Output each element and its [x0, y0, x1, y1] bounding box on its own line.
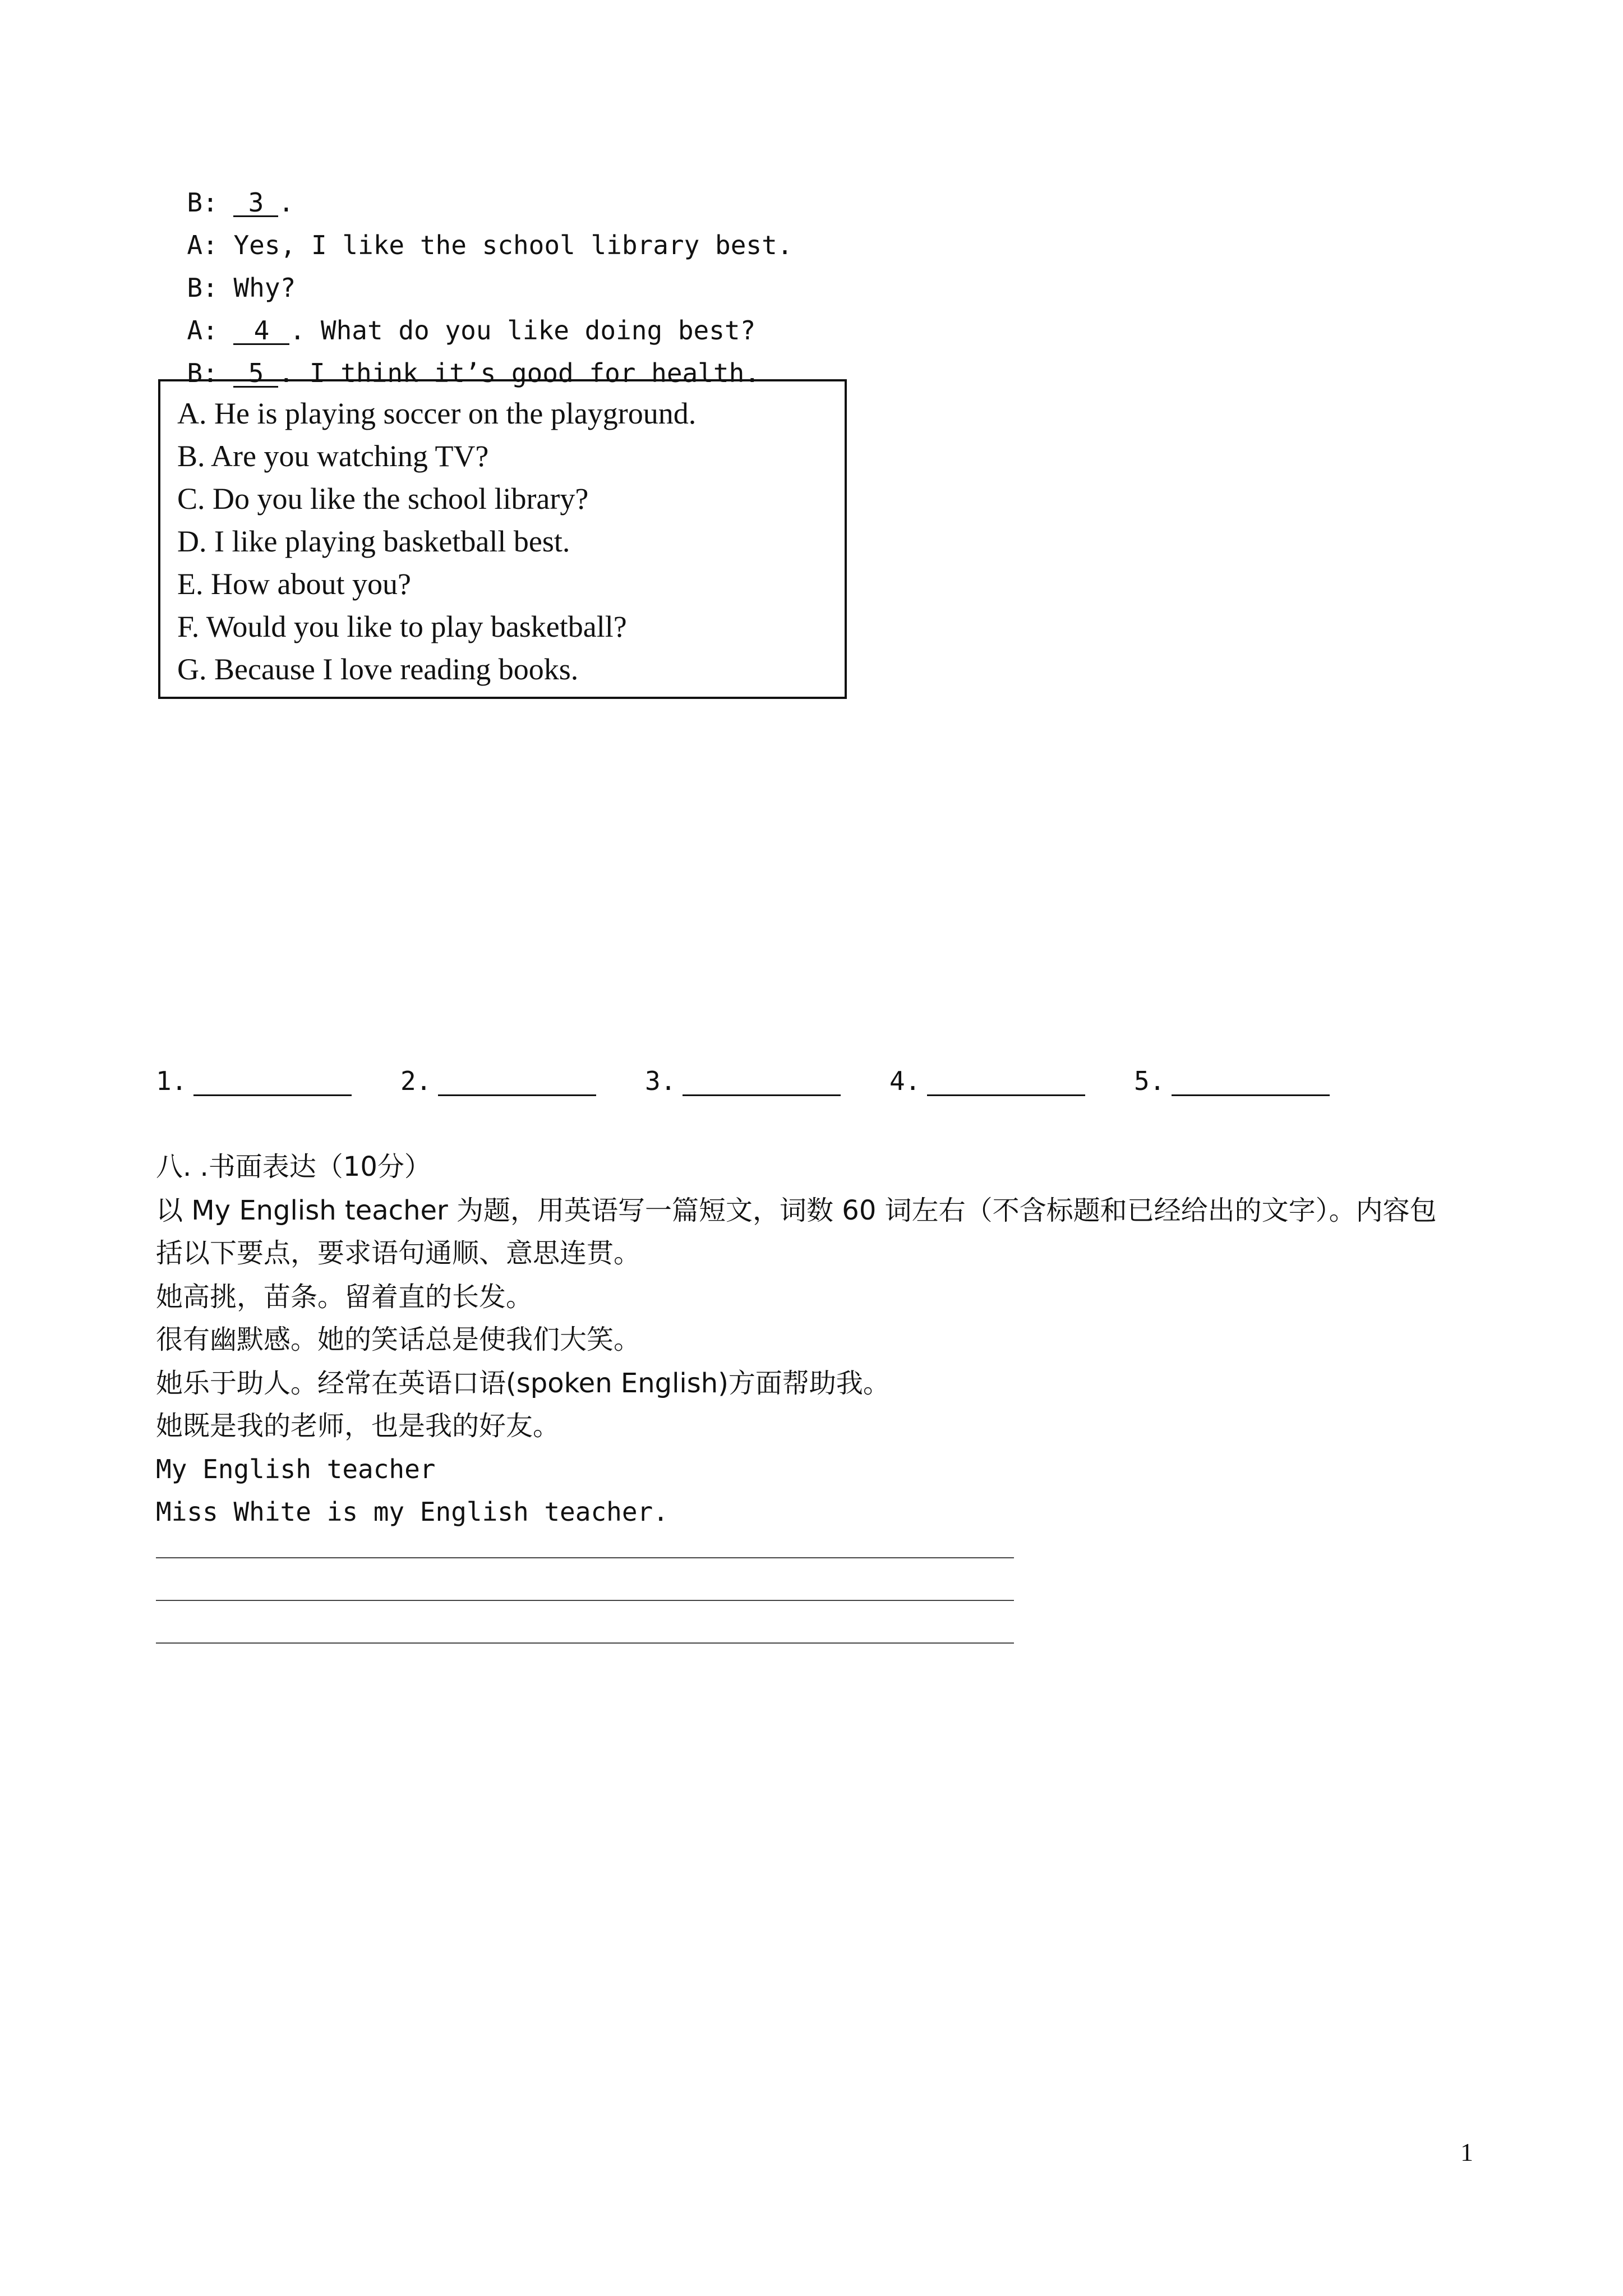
option-a: A. He is playing soccer on the playground. — [177, 397, 697, 430]
option-g: G. Because I love reading books. — [177, 652, 579, 686]
answer-blank: 4 — [233, 318, 289, 345]
speaker-label: B: — [187, 358, 218, 388]
dialogue-text: . I think it’s good for health. — [278, 358, 760, 388]
writing-line — [156, 1642, 1014, 1644]
writing-point-1: 她高挑，苗条。留着直的长发。 — [156, 1281, 533, 1313]
instructions-line-2: 括以下要点，要求语句通顺、意思连贯。 — [156, 1237, 641, 1269]
answer-line — [927, 1072, 1085, 1096]
section-heading: 八. .书面表达（10分） — [156, 1151, 431, 1182]
speaker-label: A: — [187, 230, 218, 260]
essay-title: My English teacher — [156, 1454, 436, 1484]
answer-slot-4 — [889, 1066, 1085, 1096]
dialogue-text: Why? — [233, 273, 296, 303]
option-b: B. Are you watching TV? — [177, 439, 489, 473]
answer-row — [156, 1066, 1390, 1099]
answer-blank: 5 — [233, 360, 278, 388]
dialogue-text: . — [278, 187, 294, 218]
answer-line — [438, 1072, 596, 1096]
writing-point-3: 她乐于助人。经常在英语口语(spoken English)方面帮助我。 — [156, 1368, 890, 1399]
writing-point-4: 她既是我的老师，也是我的好友。 — [156, 1410, 560, 1442]
writing-point-2: 很有幽默感。她的笑话总是使我们大笑。 — [156, 1324, 641, 1355]
option-c: C. Do you like the school library? — [177, 482, 589, 516]
answer-slot-2 — [400, 1066, 596, 1096]
answer-line — [683, 1072, 841, 1096]
page-number: 1 — [1460, 2138, 1473, 2166]
dialogue-text: . What do you like doing best? — [289, 315, 756, 346]
speaker-label: A: — [187, 315, 218, 346]
writing-line — [156, 1557, 1014, 1558]
answer-number: 1. — [156, 1066, 187, 1096]
answer-number: 3. — [645, 1066, 676, 1096]
option-e: E. How about you? — [177, 567, 411, 601]
answer-number: 2. — [400, 1066, 432, 1096]
answer-blank: 3 — [233, 190, 278, 217]
instructions-line-1: 以 My English teacher 为题，用英语写一篇短文，词数 60 词左右（不含标题和已经给出的文字）。内容包 — [156, 1195, 1437, 1226]
option-f: F. Would you like to play basketball? — [177, 610, 627, 643]
answer-slot-3 — [645, 1066, 841, 1096]
essay-opening: Miss White is my English teacher. — [156, 1497, 668, 1527]
option-d: D. I like playing basketball best. — [177, 524, 570, 558]
answer-slot-5 — [1134, 1066, 1330, 1096]
speaker-label: B: — [187, 187, 218, 218]
writing-line — [156, 1600, 1014, 1601]
speaker-label: B: — [187, 273, 218, 303]
answer-number: 5. — [1134, 1066, 1165, 1096]
dialogue-text: Yes, I like the school library best. — [233, 230, 793, 260]
answer-line — [1172, 1072, 1330, 1096]
answer-number: 4. — [889, 1066, 921, 1096]
answer-slot-1 — [156, 1066, 352, 1096]
answer-line — [193, 1072, 352, 1096]
